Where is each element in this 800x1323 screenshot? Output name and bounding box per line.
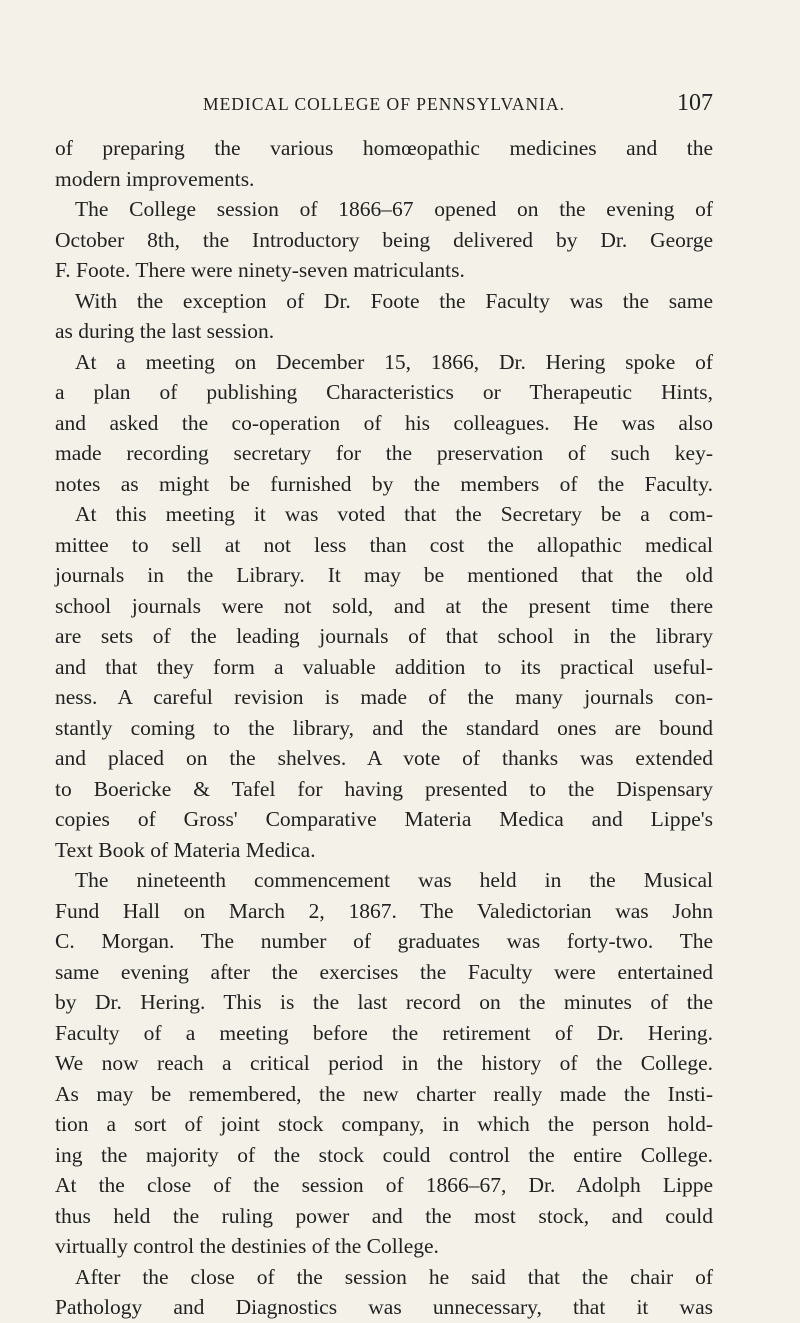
text-line: by Dr. Hering. This is the last record on the minutes of the: [55, 990, 713, 1014]
text-line: tion a sort of joint stock company, in which the person hold-: [55, 1112, 713, 1136]
text-line: At a meeting on December 15, 1866, Dr. Hering spoke of: [75, 349, 713, 374]
text-line: At this meeting it was voted that the Secretary be a com-: [75, 502, 713, 526]
text-line: notes as might be furnished by the members of the Faculty.: [55, 471, 713, 496]
text-line: As may be remembered, the new charter really made the Insti-: [55, 1081, 713, 1106]
text-line: thus held the ruling power and the most stock, and could: [55, 1203, 713, 1228]
text-line: stantly coming to the library, and the standard ones are bound: [55, 715, 713, 740]
text-line: October 8th, the Introductory being delivered by Dr. George: [55, 227, 713, 252]
text-line: Faculty of a meeting before the retirement of Dr. Hering.: [55, 1020, 713, 1045]
text-line: ing the majority of the stock could control the entire College.: [55, 1142, 713, 1167]
body-text: [55, 133, 713, 1323]
page-number: 107: [677, 90, 713, 116]
text-line: modern improvements.: [55, 166, 255, 191]
text-line: F. Foote. There were ninety-seven matriculants.: [55, 258, 465, 282]
text-line: and placed on the shelves. A vote of thanks was extended: [55, 746, 713, 770]
text-line: are sets of the leading journals of that school in the library: [55, 624, 713, 648]
text-line: same evening after the exercises the Faculty were entertained: [55, 959, 713, 984]
text-line: a plan of publishing Characteristics or Therapeutic Hints,: [55, 380, 713, 404]
text-line: At the close of the session of 1866–67, Dr. Adolph Lippe: [55, 1173, 713, 1197]
text-line: With the exception of Dr. Foote the Faculty was the same: [75, 288, 713, 313]
running-head: MEDICAL COLLEGE OF PENNSYLVANIA.: [203, 94, 565, 114]
text-line: and that they form a valuable addition to its practical useful-: [55, 654, 713, 679]
text-line: journals in the Library. It may be mentioned that the old: [55, 563, 713, 587]
text-line: to Boericke & Tafel for having presented to the Dispensary: [55, 776, 713, 801]
text-line: The College session of 1866–67 opened on the evening of: [75, 197, 713, 221]
text-line: made recording secretary for the preservation of such key-: [55, 441, 713, 465]
page-header: [55, 90, 713, 124]
text-line: Pathology and Diagnostics was unnecessary, that it was: [55, 1295, 713, 1319]
text-line: The nineteenth commencement was held in the Musical: [75, 868, 713, 892]
text-line: After the close of the session he said that the chair of: [75, 1264, 713, 1289]
text-line: mittee to sell at not less than cost the allopathic medical: [55, 532, 713, 557]
text-line: ness. A careful revision is made of the many journals con-: [55, 685, 713, 709]
text-line: as during the last session.: [55, 319, 275, 343]
text-line: Fund Hall on March 2, 1867. The Valedictorian was John: [55, 898, 713, 923]
text-line: Text Book of Materia Medica.: [55, 837, 316, 862]
text-line: C. Morgan. The number of graduates was forty-two. The: [55, 929, 713, 953]
text-line: school journals were not sold, and at the present time there: [55, 593, 713, 618]
text-line: of preparing the various homœopathic medicines and the: [55, 136, 713, 160]
text-line: We now reach a critical period in the history of the College.: [55, 1051, 713, 1075]
text-line: copies of Gross' Comparative Materia Medica and Lippe's: [55, 807, 713, 831]
text-line: and asked the co-operation of his colleagues. He was also: [55, 410, 713, 435]
text-line: virtually control the destinies of the College.: [55, 1234, 439, 1258]
